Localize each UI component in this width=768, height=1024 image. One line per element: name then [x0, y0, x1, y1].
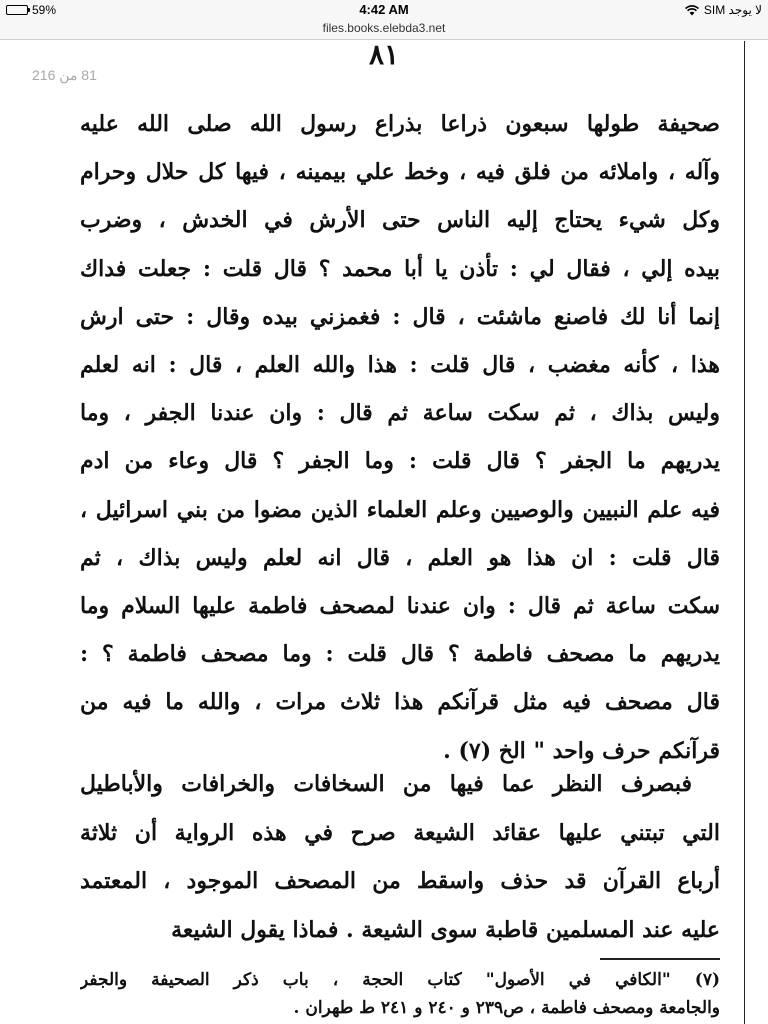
footnote-divider [600, 958, 720, 960]
text-line: سكت ساعة ثم قال : وان عندنا لمصحف فاطمة عليها السلام وما [80, 593, 720, 620]
text-line: يدريهم ما مصحف فاطمة ؟ قال قلت : وما مصحف فاطمة ؟ : [80, 641, 720, 668]
page-number: ٨١ [368, 38, 400, 71]
text-line: قال قلت : ان هذا هو العلم ، قال انه لعلم وليس بذاك ، ثم [80, 544, 720, 571]
text-line: قرآنكم حرف واحد " الخ (٧) . [443, 737, 720, 764]
status-right [685, 3, 762, 17]
main-text-block [80, 100, 720, 775]
page-edge-line [744, 41, 745, 1024]
text-line: صحيفة طولها سبعون ذراعا بذراع رسول الله صلى الله عليه [80, 111, 720, 137]
text-line: وكل شيء يحتاج إليه الناس حتى الأرش في الخدش ، وضرب [80, 207, 720, 234]
page-counter: 81 من 216 [32, 67, 97, 83]
url-bar[interactable] [0, 20, 768, 40]
footnote-block [80, 966, 720, 1022]
status-bar [0, 0, 768, 20]
paragraph-line: عليه عند المسلمين قاطبة سوى الشيعة . فماذا يقول الشيعة [171, 916, 720, 943]
carrier-label: لا يوجد SIM [703, 3, 762, 17]
paragraph-line: فبصرف النظر عما فيها من السخافات والخرافات والأباطيل [80, 771, 692, 797]
text-line: وآله ، واملائه من فلق فيه ، وخط علي بيمينه ، فيها كل حلال وحرام [80, 159, 720, 186]
text-line: إنما أنا لك فاصنع ماشئت ، قال : فغمزني بيده وقال : حتى ارش [80, 303, 720, 330]
text-line: بيده إلي ، فقال لي : تأذن يا أبا محمد ؟ قال قلت : جعلت فداك [80, 255, 720, 282]
footnote-line: والجامعة ومصحف فاطمة ، ص٢٣٩ و ٢٤٠ و ٢٤١ ط طهران . [293, 998, 720, 1018]
text-line: فيه علم النبيين والوصيين وعلم العلماء الذين مضوا من بني اسرائيل ، [80, 496, 720, 523]
paragraph-line: أرباع القرآن قد حذف واسقط من المصحف الموجود ، المعتمد [80, 868, 720, 894]
url-host[interactable]: files.books.elebda3.net [322, 21, 446, 35]
clock: 4:42 AM [359, 2, 409, 17]
paragraph-block [80, 760, 720, 954]
text-line: يدريهم ما الجفر ؟ قال قلت : وما الجفر ؟ قال وعاء من ادم [80, 448, 720, 475]
battery-percent: 59% [32, 3, 57, 17]
text-line: قال مصحف فيه مثل قرآنكم هذا ثلاث مرات ، والله ما فيه من [80, 689, 720, 716]
paragraph-line: التي تبتني عليها عقائد الشيعة صرح في هذه الرواية أن ثلاثة [80, 819, 720, 846]
footnote-line: (٧) "الكافي في الأصول" كتاب الحجة ، باب ذكر الصحيفة والجفر [80, 970, 720, 990]
text-line: هذا ، كأنه مغضب ، قال قلت : هذا والله العلم ، قال : انه لعلم [80, 352, 720, 379]
wifi-icon [685, 5, 699, 15]
text-line: وليس بذاك ، ثم سكت ساعة ثم قال : وان عندنا الجفر ، وما [80, 400, 720, 427]
